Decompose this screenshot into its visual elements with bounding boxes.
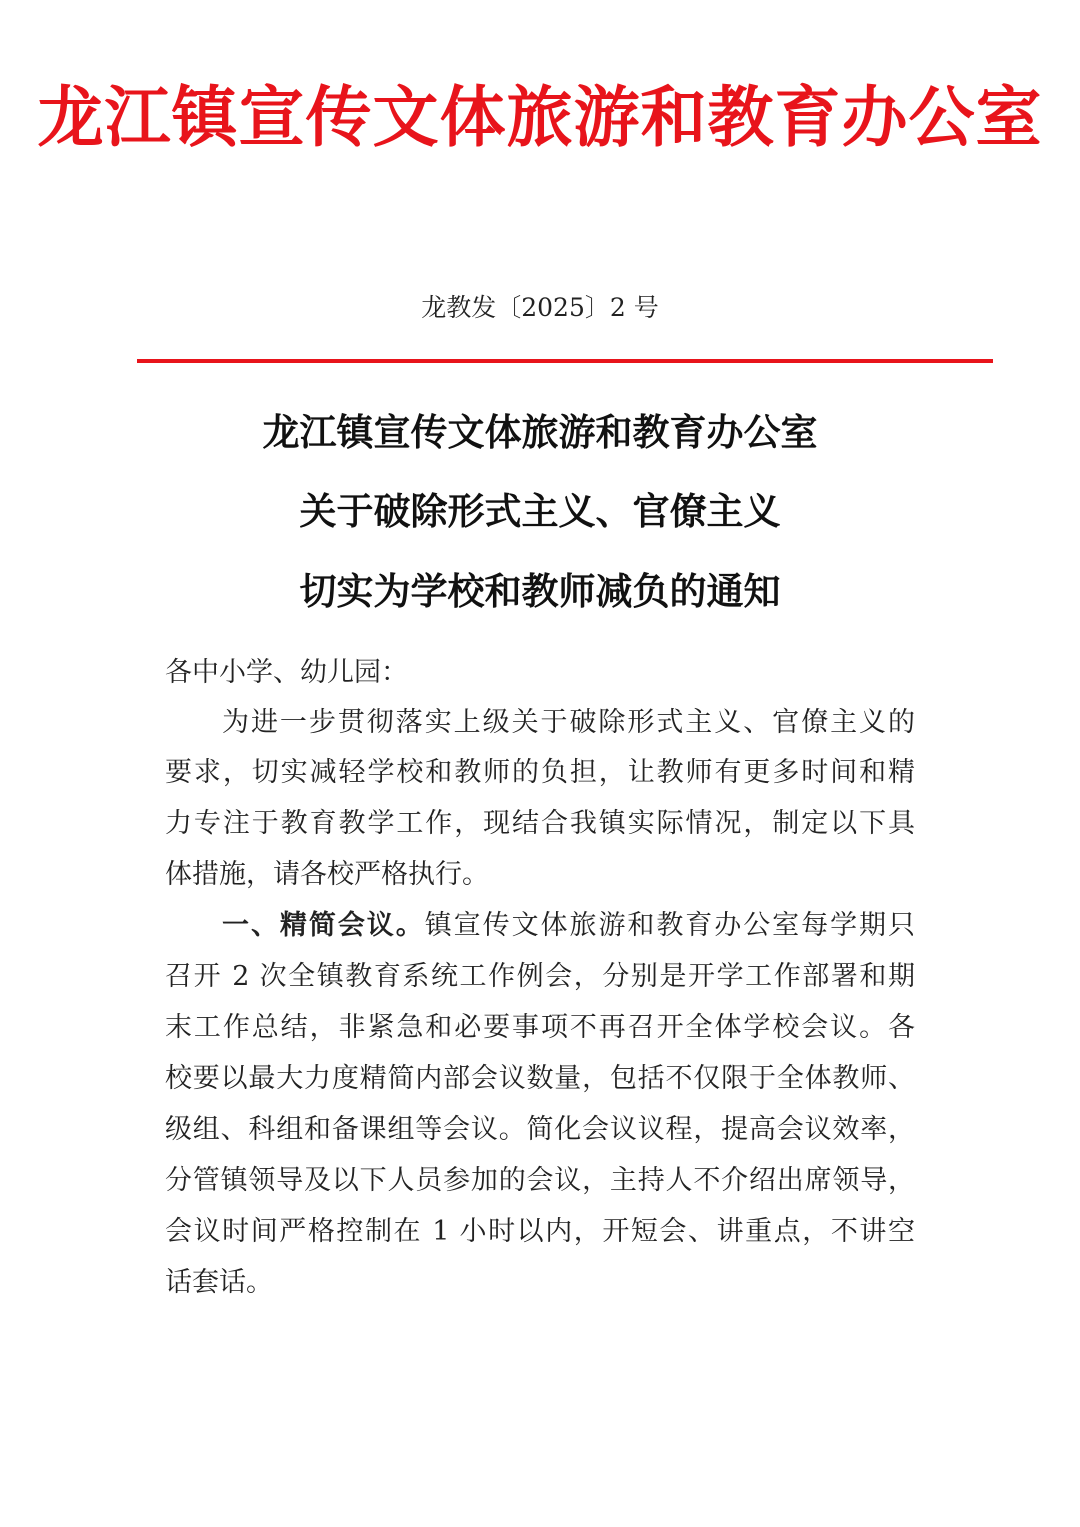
section-1-line: 分管镇领导及以下人员参加的会议，主持人不介绍出席领导， [165, 1165, 915, 1196]
section-1-line: 级组、科组和备课组等会议。简化会议议程，提高会议效率， [165, 1114, 915, 1145]
intro-line: 为进一步贯彻落实上级关于破除形式主义、官僚主义的 [222, 707, 915, 738]
document-number: 龙教发〔2025〕2 号 [421, 293, 659, 322]
intro-line: 要求，切实减轻学校和教师的负担，让教师有更多时间和精 [165, 757, 915, 788]
section-1-heading: 一、精简会议。 [222, 910, 425, 941]
intro-line: 力专注于教育教学工作，现结合我镇实际情况，制定以下具 [165, 808, 915, 839]
red-divider-line [137, 359, 993, 363]
section-1-first-line-text: 镇宣传文体旅游和教育办公室每学期只 [424, 910, 916, 941]
section-1-first-line [222, 906, 915, 946]
title-line-2: 关于破除形式主义、官僚主义 [299, 489, 781, 533]
section-1-line: 会议时间严格控制在 1 小时以内，开短会、讲重点，不讲空 [165, 1216, 915, 1247]
issuer-red-header: 龙江镇宣传文体旅游和教育办公室 [37, 78, 1043, 156]
intro-line: 体措施，请各校严格执行。 [165, 859, 489, 890]
section-1-line: 末工作总结，非紧急和必要事项不再召开全体学校会议。各 [165, 1012, 915, 1043]
title-line-1: 龙江镇宣传文体旅游和教育办公室 [262, 410, 818, 454]
salutation: 各中小学、幼儿园： [165, 657, 408, 688]
section-1-line: 校要以最大力度精简内部会议数量，包括不仅限于全体教师、 [165, 1063, 915, 1094]
title-line-3: 切实为学校和教师减负的通知 [299, 569, 781, 613]
section-1-line: 话套话。 [165, 1267, 273, 1298]
section-1-line: 召开 2 次全镇教育系统工作例会，分别是开学工作部署和期 [165, 961, 915, 992]
